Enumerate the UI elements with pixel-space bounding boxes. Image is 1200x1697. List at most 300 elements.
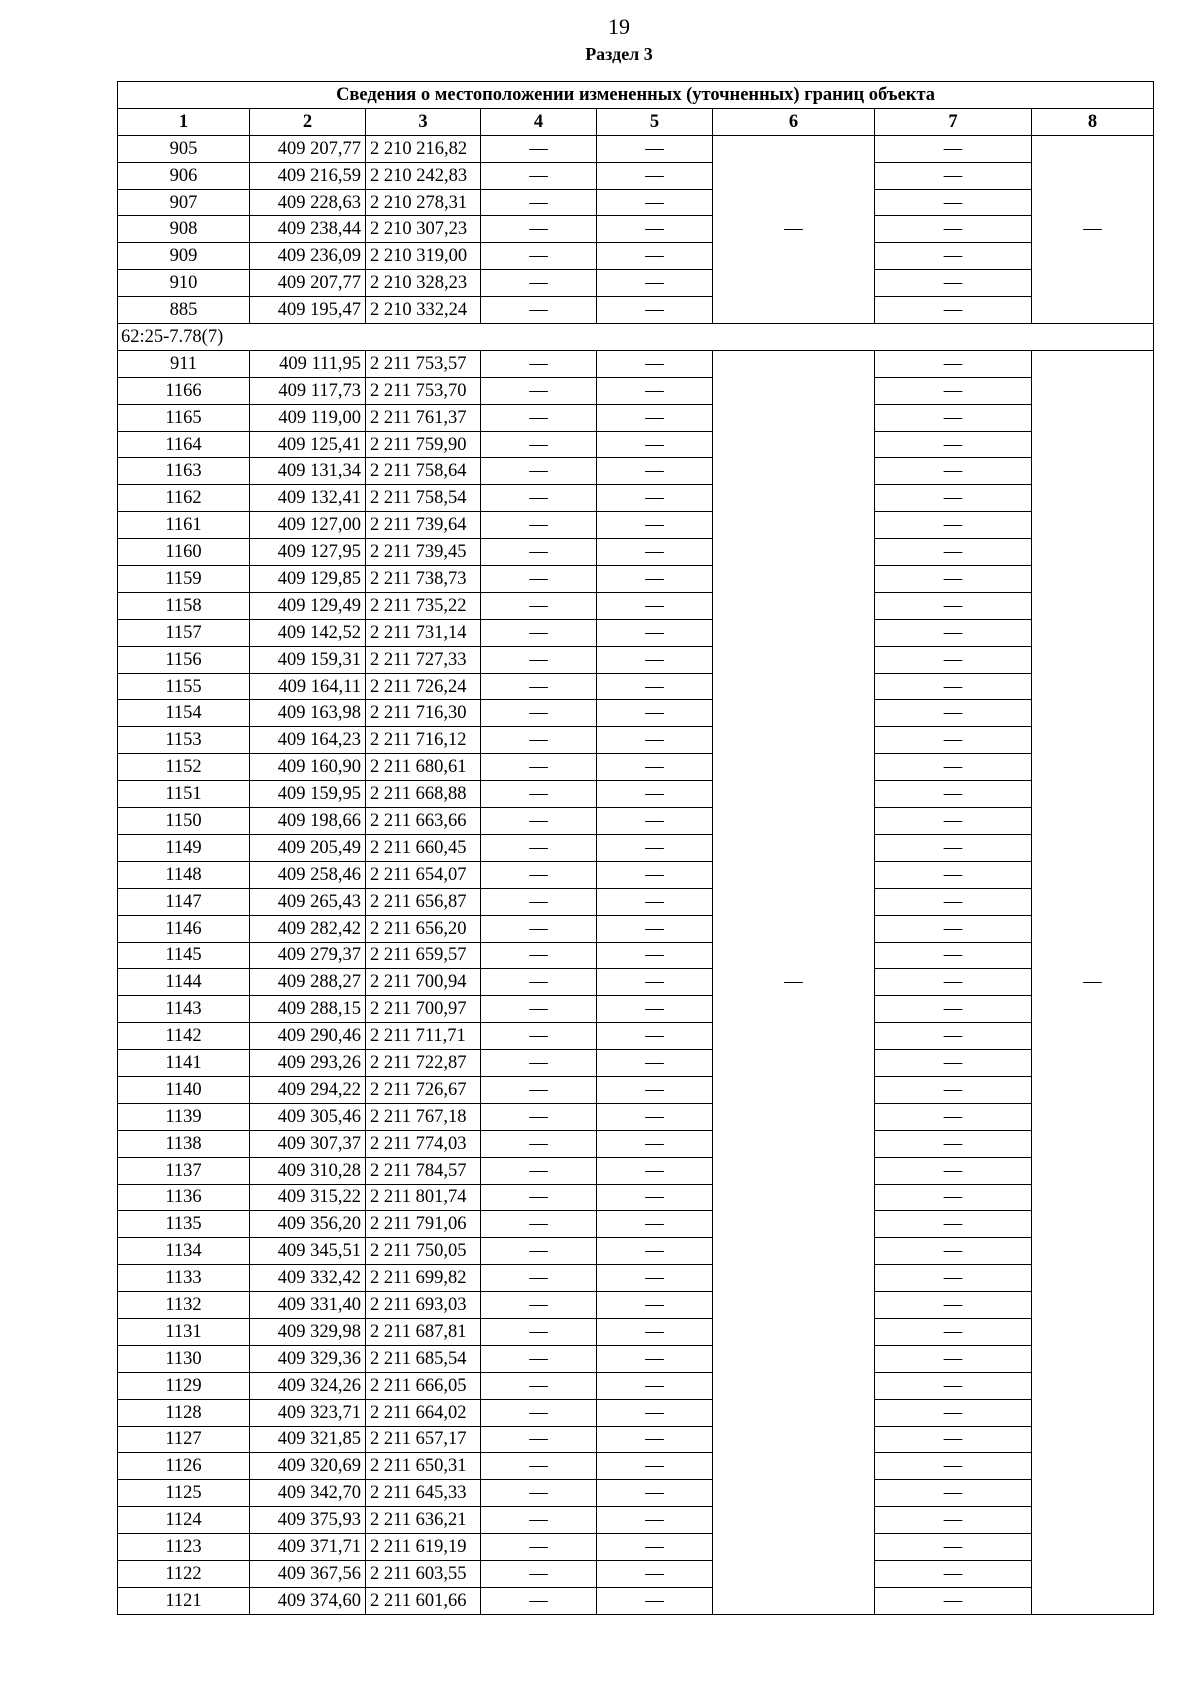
column-7-cell: — [875,189,1032,216]
column-4-cell: — [481,915,597,942]
x-coordinate-cell: 409 119,00 [250,404,366,431]
x-coordinate-cell: 409 323,71 [250,1399,366,1426]
column-7-cell: — [875,1130,1032,1157]
column-5-cell: — [597,646,713,673]
column-7-cell: — [875,1103,1032,1130]
table-row [118,727,1154,754]
table-row [118,1211,1154,1238]
table-row [118,404,1154,431]
point-number-cell: 1134 [118,1238,250,1265]
column-4-cell: — [481,377,597,404]
column-5-cell: — [597,1103,713,1130]
column-number: 4 [481,108,597,135]
boundary-coordinates-table [117,81,1154,1615]
column-5-cell: — [597,162,713,189]
column-7-cell: — [875,673,1032,700]
x-coordinate-cell: 409 374,60 [250,1587,366,1614]
x-coordinate-cell: 409 310,28 [250,1157,366,1184]
column-7-cell: — [875,539,1032,566]
point-number-cell: 909 [118,243,250,270]
table-row [118,1023,1154,1050]
point-number-cell: 1125 [118,1480,250,1507]
x-coordinate-cell: 409 160,90 [250,754,366,781]
y-coordinate-cell: 2 211 680,61 [366,754,481,781]
column-number: 3 [366,108,481,135]
y-coordinate-cell: 2 210 332,24 [366,297,481,324]
y-coordinate-cell: 2 211 685,54 [366,1345,481,1372]
point-number-cell: 1166 [118,377,250,404]
column-4-cell: — [481,1184,597,1211]
column-4-cell: — [481,1372,597,1399]
y-coordinate-cell: 2 211 619,19 [366,1534,481,1561]
y-coordinate-cell: 2 211 654,07 [366,861,481,888]
y-coordinate-cell: 2 211 759,90 [366,431,481,458]
column-7-cell: — [875,1426,1032,1453]
y-coordinate-cell: 2 211 761,37 [366,404,481,431]
x-coordinate-cell: 409 198,66 [250,808,366,835]
point-number-cell: 1157 [118,619,250,646]
y-coordinate-cell: 2 211 784,57 [366,1157,481,1184]
section-title: Раздел 3 [585,44,653,64]
column-7-cell: — [875,135,1032,162]
table-row [118,1560,1154,1587]
x-coordinate-cell: 409 315,22 [250,1184,366,1211]
column-4-cell: — [481,1211,597,1238]
column-4-cell: — [481,1399,597,1426]
column-5-cell: — [597,1587,713,1614]
x-coordinate-cell: 409 205,49 [250,834,366,861]
column-number: 7 [875,108,1032,135]
x-coordinate-cell: 409 207,77 [250,135,366,162]
table-row [118,1265,1154,1292]
group-label: 62:25-7.78(7) [118,324,1154,351]
column-5-cell: — [597,1534,713,1561]
y-coordinate-cell: 2 211 668,88 [366,781,481,808]
point-number-cell: 1127 [118,1426,250,1453]
table-row [118,1345,1154,1372]
table-row [118,1050,1154,1077]
column-4-cell: — [481,834,597,861]
point-number-cell: 1154 [118,700,250,727]
point-number-cell: 1151 [118,781,250,808]
column-4-cell: — [481,1345,597,1372]
column-5-cell: — [597,1426,713,1453]
y-coordinate-cell: 2 211 716,12 [366,727,481,754]
column-5-cell: — [597,189,713,216]
y-coordinate-cell: 2 211 739,45 [366,539,481,566]
column-7-cell: — [875,270,1032,297]
column-7-cell: — [875,646,1032,673]
y-coordinate-cell: 2 211 693,03 [366,1292,481,1319]
y-coordinate-cell: 2 211 753,57 [366,350,481,377]
column-4-cell: — [481,566,597,593]
x-coordinate-cell: 409 294,22 [250,1076,366,1103]
column-5-cell: — [597,404,713,431]
column-4-cell: — [481,1050,597,1077]
y-coordinate-cell: 2 211 650,31 [366,1453,481,1480]
y-coordinate-cell: 2 211 657,17 [366,1426,481,1453]
group-row [118,324,1154,351]
column-5-cell: — [597,1560,713,1587]
point-number-cell: 1158 [118,592,250,619]
x-coordinate-cell: 409 127,00 [250,512,366,539]
point-number-cell: 1142 [118,1023,250,1050]
column-7-cell: — [875,1157,1032,1184]
x-coordinate-cell: 409 265,43 [250,888,366,915]
y-coordinate-cell: 2 211 791,06 [366,1211,481,1238]
column-4-cell: — [481,350,597,377]
column-7-cell: — [875,1238,1032,1265]
column-5-cell: — [597,485,713,512]
table-row [118,915,1154,942]
point-number-cell: 1161 [118,512,250,539]
column-5-cell: — [597,781,713,808]
table-row [118,1534,1154,1561]
point-number-cell: 1153 [118,727,250,754]
column-7-cell: — [875,727,1032,754]
table-row [118,485,1154,512]
table-row [118,431,1154,458]
table-row [118,1292,1154,1319]
y-coordinate-cell: 2 210 319,00 [366,243,481,270]
column-7-cell: — [875,1480,1032,1507]
column-8-merged-cell: — [1032,350,1154,1614]
column-5-cell: — [597,1399,713,1426]
point-number-cell: 1143 [118,996,250,1023]
x-coordinate-cell: 409 356,20 [250,1211,366,1238]
table-row [118,834,1154,861]
x-coordinate-cell: 409 307,37 [250,1130,366,1157]
column-number: 8 [1032,108,1154,135]
x-coordinate-cell: 409 324,26 [250,1372,366,1399]
y-coordinate-cell: 2 211 699,82 [366,1265,481,1292]
point-number-cell: 906 [118,162,250,189]
point-number-cell: 910 [118,270,250,297]
point-number-cell: 905 [118,135,250,162]
column-4-cell: — [481,243,597,270]
table-row [118,781,1154,808]
point-number-cell: 1148 [118,861,250,888]
x-coordinate-cell: 409 332,42 [250,1265,366,1292]
column-5-cell: — [597,915,713,942]
column-7-cell: — [875,297,1032,324]
x-coordinate-cell: 409 320,69 [250,1453,366,1480]
x-coordinate-cell: 409 258,46 [250,861,366,888]
column-4-cell: — [481,216,597,243]
x-coordinate-cell: 409 293,26 [250,1050,366,1077]
column-4-cell: — [481,781,597,808]
point-number-cell: 1140 [118,1076,250,1103]
y-coordinate-cell: 2 211 731,14 [366,619,481,646]
column-7-cell: — [875,1560,1032,1587]
y-coordinate-cell: 2 210 328,23 [366,270,481,297]
point-number-cell: 1145 [118,942,250,969]
table-row [118,1453,1154,1480]
page-number: 19 [608,14,630,39]
y-coordinate-cell: 2 211 700,97 [366,996,481,1023]
table-row [118,566,1154,593]
column-4-cell: — [481,969,597,996]
point-number-cell: 885 [118,297,250,324]
column-number: 6 [713,108,875,135]
point-number-cell: 1164 [118,431,250,458]
point-number-cell: 1126 [118,1453,250,1480]
x-coordinate-cell: 409 132,41 [250,485,366,512]
y-coordinate-cell: 2 211 767,18 [366,1103,481,1130]
point-number-cell: 1135 [118,1211,250,1238]
y-coordinate-cell: 2 211 656,20 [366,915,481,942]
column-5-cell: — [597,754,713,781]
point-number-cell: 1137 [118,1157,250,1184]
column-number-row [118,108,1154,135]
point-number-cell: 1144 [118,969,250,996]
column-4-cell: — [481,1292,597,1319]
column-5-cell: — [597,216,713,243]
x-coordinate-cell: 409 329,36 [250,1345,366,1372]
column-5-cell: — [597,1050,713,1077]
column-5-cell: — [597,1023,713,1050]
column-4-cell: — [481,1587,597,1614]
column-5-cell: — [597,1265,713,1292]
column-4-cell: — [481,754,597,781]
table-row [118,888,1154,915]
column-7-cell: — [875,592,1032,619]
column-7-cell: — [875,1534,1032,1561]
column-7-cell: — [875,350,1032,377]
x-coordinate-cell: 409 238,44 [250,216,366,243]
x-coordinate-cell: 409 142,52 [250,619,366,646]
table-row [118,458,1154,485]
column-4-cell: — [481,996,597,1023]
column-4-cell: — [481,1130,597,1157]
column-5-cell: — [597,808,713,835]
point-number-cell: 1129 [118,1372,250,1399]
x-coordinate-cell: 409 371,71 [250,1534,366,1561]
column-4-cell: — [481,1534,597,1561]
x-coordinate-cell: 409 375,93 [250,1507,366,1534]
column-5-cell: — [597,619,713,646]
y-coordinate-cell: 2 211 687,81 [366,1318,481,1345]
table-row [118,512,1154,539]
y-coordinate-cell: 2 210 216,82 [366,135,481,162]
y-coordinate-cell: 2 211 726,67 [366,1076,481,1103]
column-5-cell: — [597,673,713,700]
table-row [118,297,1154,324]
column-5-cell: — [597,1292,713,1319]
table-row [118,135,1154,162]
column-4-cell: — [481,539,597,566]
column-7-cell: — [875,1507,1032,1534]
column-5-cell: — [597,512,713,539]
column-4-cell: — [481,942,597,969]
point-number-cell: 1152 [118,754,250,781]
column-5-cell: — [597,350,713,377]
x-coordinate-cell: 409 321,85 [250,1426,366,1453]
x-coordinate-cell: 409 127,95 [250,539,366,566]
column-4-cell: — [481,592,597,619]
y-coordinate-cell: 2 211 711,71 [366,1023,481,1050]
column-4-cell: — [481,1238,597,1265]
x-coordinate-cell: 409 236,09 [250,243,366,270]
column-5-cell: — [597,1507,713,1534]
x-coordinate-cell: 409 288,27 [250,969,366,996]
column-7-cell: — [875,566,1032,593]
x-coordinate-cell: 409 159,31 [250,646,366,673]
column-7-cell: — [875,942,1032,969]
x-coordinate-cell: 409 282,42 [250,915,366,942]
point-number-cell: 1146 [118,915,250,942]
column-4-cell: — [481,1265,597,1292]
column-7-cell: — [875,1211,1032,1238]
y-coordinate-cell: 2 211 636,21 [366,1507,481,1534]
column-7-cell: — [875,1587,1032,1614]
column-7-cell: — [875,915,1032,942]
table-row [118,1184,1154,1211]
x-coordinate-cell: 409 228,63 [250,189,366,216]
table-row [118,162,1154,189]
table-row [118,969,1154,996]
table-row [118,243,1154,270]
column-7-cell: — [875,1453,1032,1480]
column-7-cell: — [875,1372,1032,1399]
table-row [118,619,1154,646]
column-4-cell: — [481,861,597,888]
table-row [118,996,1154,1023]
column-6-merged-cell: — [713,135,875,323]
column-4-cell: — [481,1453,597,1480]
column-7-cell: — [875,700,1032,727]
point-number-cell: 1121 [118,1587,250,1614]
column-4-cell: — [481,404,597,431]
column-4-cell: — [481,1560,597,1587]
x-coordinate-cell: 409 129,49 [250,592,366,619]
x-coordinate-cell: 409 279,37 [250,942,366,969]
y-coordinate-cell: 2 211 735,22 [366,592,481,619]
point-number-cell: 911 [118,350,250,377]
table-row [118,1076,1154,1103]
y-coordinate-cell: 2 211 738,73 [366,566,481,593]
column-4-cell: — [481,1507,597,1534]
x-coordinate-cell: 409 195,47 [250,297,366,324]
table-row [118,942,1154,969]
table-row [118,189,1154,216]
column-5-cell: — [597,1345,713,1372]
column-4-cell: — [481,619,597,646]
point-number-cell: 1159 [118,566,250,593]
x-coordinate-cell: 409 164,11 [250,673,366,700]
x-coordinate-cell: 409 345,51 [250,1238,366,1265]
column-5-cell: — [597,727,713,754]
point-number-cell: 1123 [118,1534,250,1561]
column-7-cell: — [875,404,1032,431]
point-number-cell: 1136 [118,1184,250,1211]
column-5-cell: — [597,1184,713,1211]
column-number: 1 [118,108,250,135]
column-number: 5 [597,108,713,135]
x-coordinate-cell: 409 164,23 [250,727,366,754]
point-number-cell: 1131 [118,1318,250,1345]
column-7-cell: — [875,1076,1032,1103]
point-number-cell: 907 [118,189,250,216]
table-row [118,539,1154,566]
column-5-cell: — [597,1480,713,1507]
column-4-cell: — [481,808,597,835]
y-coordinate-cell: 2 211 700,94 [366,969,481,996]
point-number-cell: 1155 [118,673,250,700]
column-5-cell: — [597,1157,713,1184]
x-coordinate-cell: 409 329,98 [250,1318,366,1345]
y-coordinate-cell: 2 211 645,33 [366,1480,481,1507]
column-5-cell: — [597,243,713,270]
column-5-cell: — [597,1076,713,1103]
table-row [118,673,1154,700]
point-number-cell: 1139 [118,1103,250,1130]
table-row [118,216,1154,243]
column-7-cell: — [875,1399,1032,1426]
y-coordinate-cell: 2 211 727,33 [366,646,481,673]
table-row [118,1426,1154,1453]
table-row [118,377,1154,404]
point-number-cell: 908 [118,216,250,243]
column-7-cell: — [875,888,1032,915]
column-8-merged-cell: — [1032,135,1154,323]
point-number-cell: 1141 [118,1050,250,1077]
y-coordinate-cell: 2 211 603,55 [366,1560,481,1587]
column-5-cell: — [597,431,713,458]
column-7-cell: — [875,834,1032,861]
point-number-cell: 1160 [118,539,250,566]
column-7-cell: — [875,1345,1032,1372]
column-7-cell: — [875,1184,1032,1211]
table-row [118,350,1154,377]
point-number-cell: 1163 [118,458,250,485]
y-coordinate-cell: 2 211 659,57 [366,942,481,969]
x-coordinate-cell: 409 207,77 [250,270,366,297]
column-5-cell: — [597,566,713,593]
column-7-cell: — [875,458,1032,485]
y-coordinate-cell: 2 211 750,05 [366,1238,481,1265]
y-coordinate-cell: 2 211 601,66 [366,1587,481,1614]
y-coordinate-cell: 2 211 801,74 [366,1184,481,1211]
table-row [118,1157,1154,1184]
column-5-cell: — [597,1318,713,1345]
column-7-cell: — [875,808,1032,835]
column-5-cell: — [597,996,713,1023]
column-4-cell: — [481,646,597,673]
column-7-cell: — [875,216,1032,243]
column-5-cell: — [597,1453,713,1480]
y-coordinate-cell: 2 211 656,87 [366,888,481,915]
table-row [118,1318,1154,1345]
y-coordinate-cell: 2 211 722,87 [366,1050,481,1077]
y-coordinate-cell: 2 211 739,64 [366,512,481,539]
column-4-cell: — [481,673,597,700]
column-5-cell: — [597,297,713,324]
point-number-cell: 1165 [118,404,250,431]
column-4-cell: — [481,1318,597,1345]
column-4-cell: — [481,1157,597,1184]
column-5-cell: — [597,1372,713,1399]
y-coordinate-cell: 2 211 758,64 [366,458,481,485]
column-5-cell: — [597,135,713,162]
table-row [118,646,1154,673]
column-4-cell: — [481,1103,597,1130]
x-coordinate-cell: 409 342,70 [250,1480,366,1507]
column-7-cell: — [875,1265,1032,1292]
column-7-cell: — [875,243,1032,270]
column-5-cell: — [597,1130,713,1157]
table-row [118,1587,1154,1614]
